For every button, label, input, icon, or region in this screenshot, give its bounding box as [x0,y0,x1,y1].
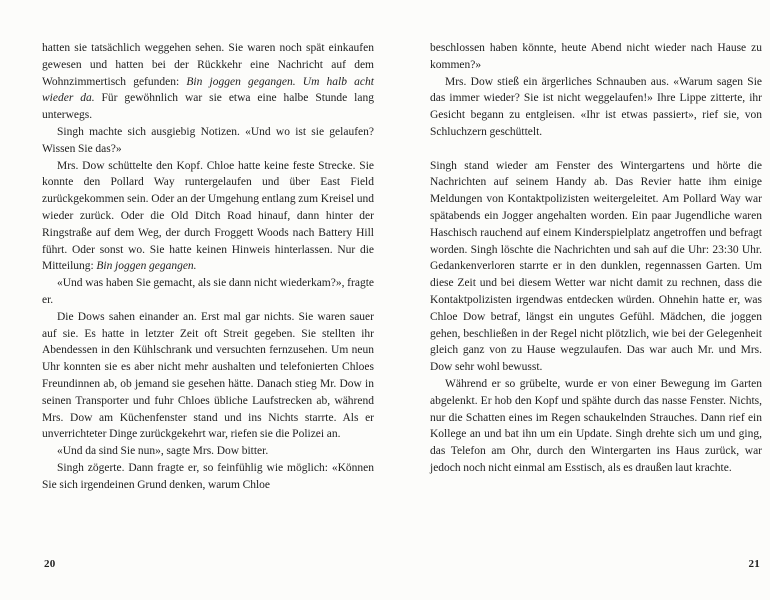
body-text: Die Dows sahen einander an. Erst mal gar nichts. Sie waren sauer auf sie. Es hatte in letzter Zeit oft Streit gegeben. Sie stellten ihr Abendessen in den Kühlschrank und versuchten fernzusehen. Um neun Uhr konnten sie es aber nicht mehr aushalten und telefonierten Chloes Freundinnen ab, ob jemand sie gesehen hätte. Danach stieg Mr. Dow in seinen Transporter und fuhr Chloes übliche Laufstrecken ab, während Mrs. Dow am Küchenfenster stand und ins Nichts starrte. Als er unverrichteter Dinge zurückgekehrt war, riefen sie die Polizei an. [42,310,374,441]
body-text: Singh zögerte. Dann fragte er, so feinfühlig wie möglich: «Können Sie sich irgendeinen Grund denken, warum Chloe [42,461,374,491]
paragraph [42,40,374,124]
paragraph [430,158,762,376]
page [430,40,762,580]
page-number: 21 [748,558,760,570]
body-text: «Und da sind Sie nun», sagte Mrs. Dow bitter. [57,445,269,458]
paragraph [430,40,762,74]
body-text: Mrs. Dow stieß ein ärgerliches Schnauben aus. «Warum sagen Sie das immer wieder? Sie ist nicht weggelaufen!» Ihre Lippe zitterte, ihr Gesicht begann zu entgleisen. «Ihr ist etwas passiert», rief sie, von Schluchzern geschüttelt. [430,75,762,138]
paragraph [430,74,762,141]
paragraph [42,309,374,443]
paragraph [42,443,374,460]
paragraph [430,376,762,477]
paragraph [42,158,374,276]
body-text: hatten sie tatsächlich weggehen sehen. Sie waren noch spät einkaufen gewesen und hatten bei der Rückkehr eine Nachricht auf dem Wohnzimmertisch gefunden: [42,42,374,88]
body-text: Während er so grübelte, wurde er von einer Bewegung im Garten abgelenkt. Er hob den Kopf und spähte durch das nasse Fenster. Nichts, nur die Schatten eines im Regen schaukelnden Strauches. Dann rief ein Kollege an und bat ihn um ein Update. Singh drehte sich um und ging, das Telefon am Ohr, durch den Wintergarten ins Haus zurück, war jedoch noch nicht einmal am Esstisch, als es draußen laut krachte. [430,377,762,474]
page [42,40,374,580]
body-text: Für gewöhnlich war sie etwa eine halbe Stunde lang unterwegs. [42,92,374,122]
page-body [430,40,762,477]
note-text-italic: Bin joggen gegangen. Um halb acht wieder da. [42,75,374,105]
paragraph [42,124,374,158]
body-text: Singh stand wieder am Fenster des Wintergartens und hörte die Nachrichten auf seinem Handy ab. Das Revier hatte ihm einige Meldungen von Kontaktpolizisten weitergeleitet. Am Pollard Way war spätabends ein Jogger angehalten worden. Ein paar Jugendliche waren Haschisch rauchend auf einem Kinderspielplatz angetroffen und befragt worden. Singh löschte die Nachrichten und sah auf die Uhr: 23:30 Uhr. Gedankenverloren starrte er in den dunklen, regennassen Garten. Um diese Zeit und bei diesem Wetter war nicht damit zu rechnen, dass die Kontaktpolizisten irgendwas entdecken würden. Ohnehin hatte er, was Chloe Dow betraf, längst ein ungutes Gefühl. Mädchen, die joggen gehen, beschließen in der Regel nicht plötzlich, wie bei der Gelegenheit gleich ganz von zu Hause wegzulaufen. Das war auch Mr. und Mrs. Dow sehr wohl bewusst. [430,159,762,374]
paragraph [42,460,374,494]
note-text-italic: Bin joggen gegangen. [96,260,197,273]
paragraph [42,275,374,309]
body-text: Singh machte sich ausgiebig Notizen. «Und wo ist sie gelaufen? Wissen Sie das?» [42,125,374,155]
body-text: «Und was haben Sie gemacht, als sie dann nicht wiederkam?», fragte er. [42,277,374,306]
page-body [42,40,374,494]
body-text: beschlossen haben könnte, heute Abend nicht wieder nach Hause zu kommen?» [430,42,762,71]
body-text: Mrs. Dow schüttelte den Kopf. Chloe hatte keine feste Strecke. Sie konnte den Pollard Way runtergelaufen und über East Field zurückgekommen sein. Oder an der Umgehung entlang zum Kreisel und wieder zurück. Oder die Old Ditch Road hinauf, dann hinter der Ringstraße auf dem Weg, der durch Froggett Woods nach Battery Hill führt. Oder sonst wo. Sie hatte keinen Hinweis hinterlassen. Nur die Mitteilung: [42,159,374,273]
page-number: 20 [44,558,56,570]
